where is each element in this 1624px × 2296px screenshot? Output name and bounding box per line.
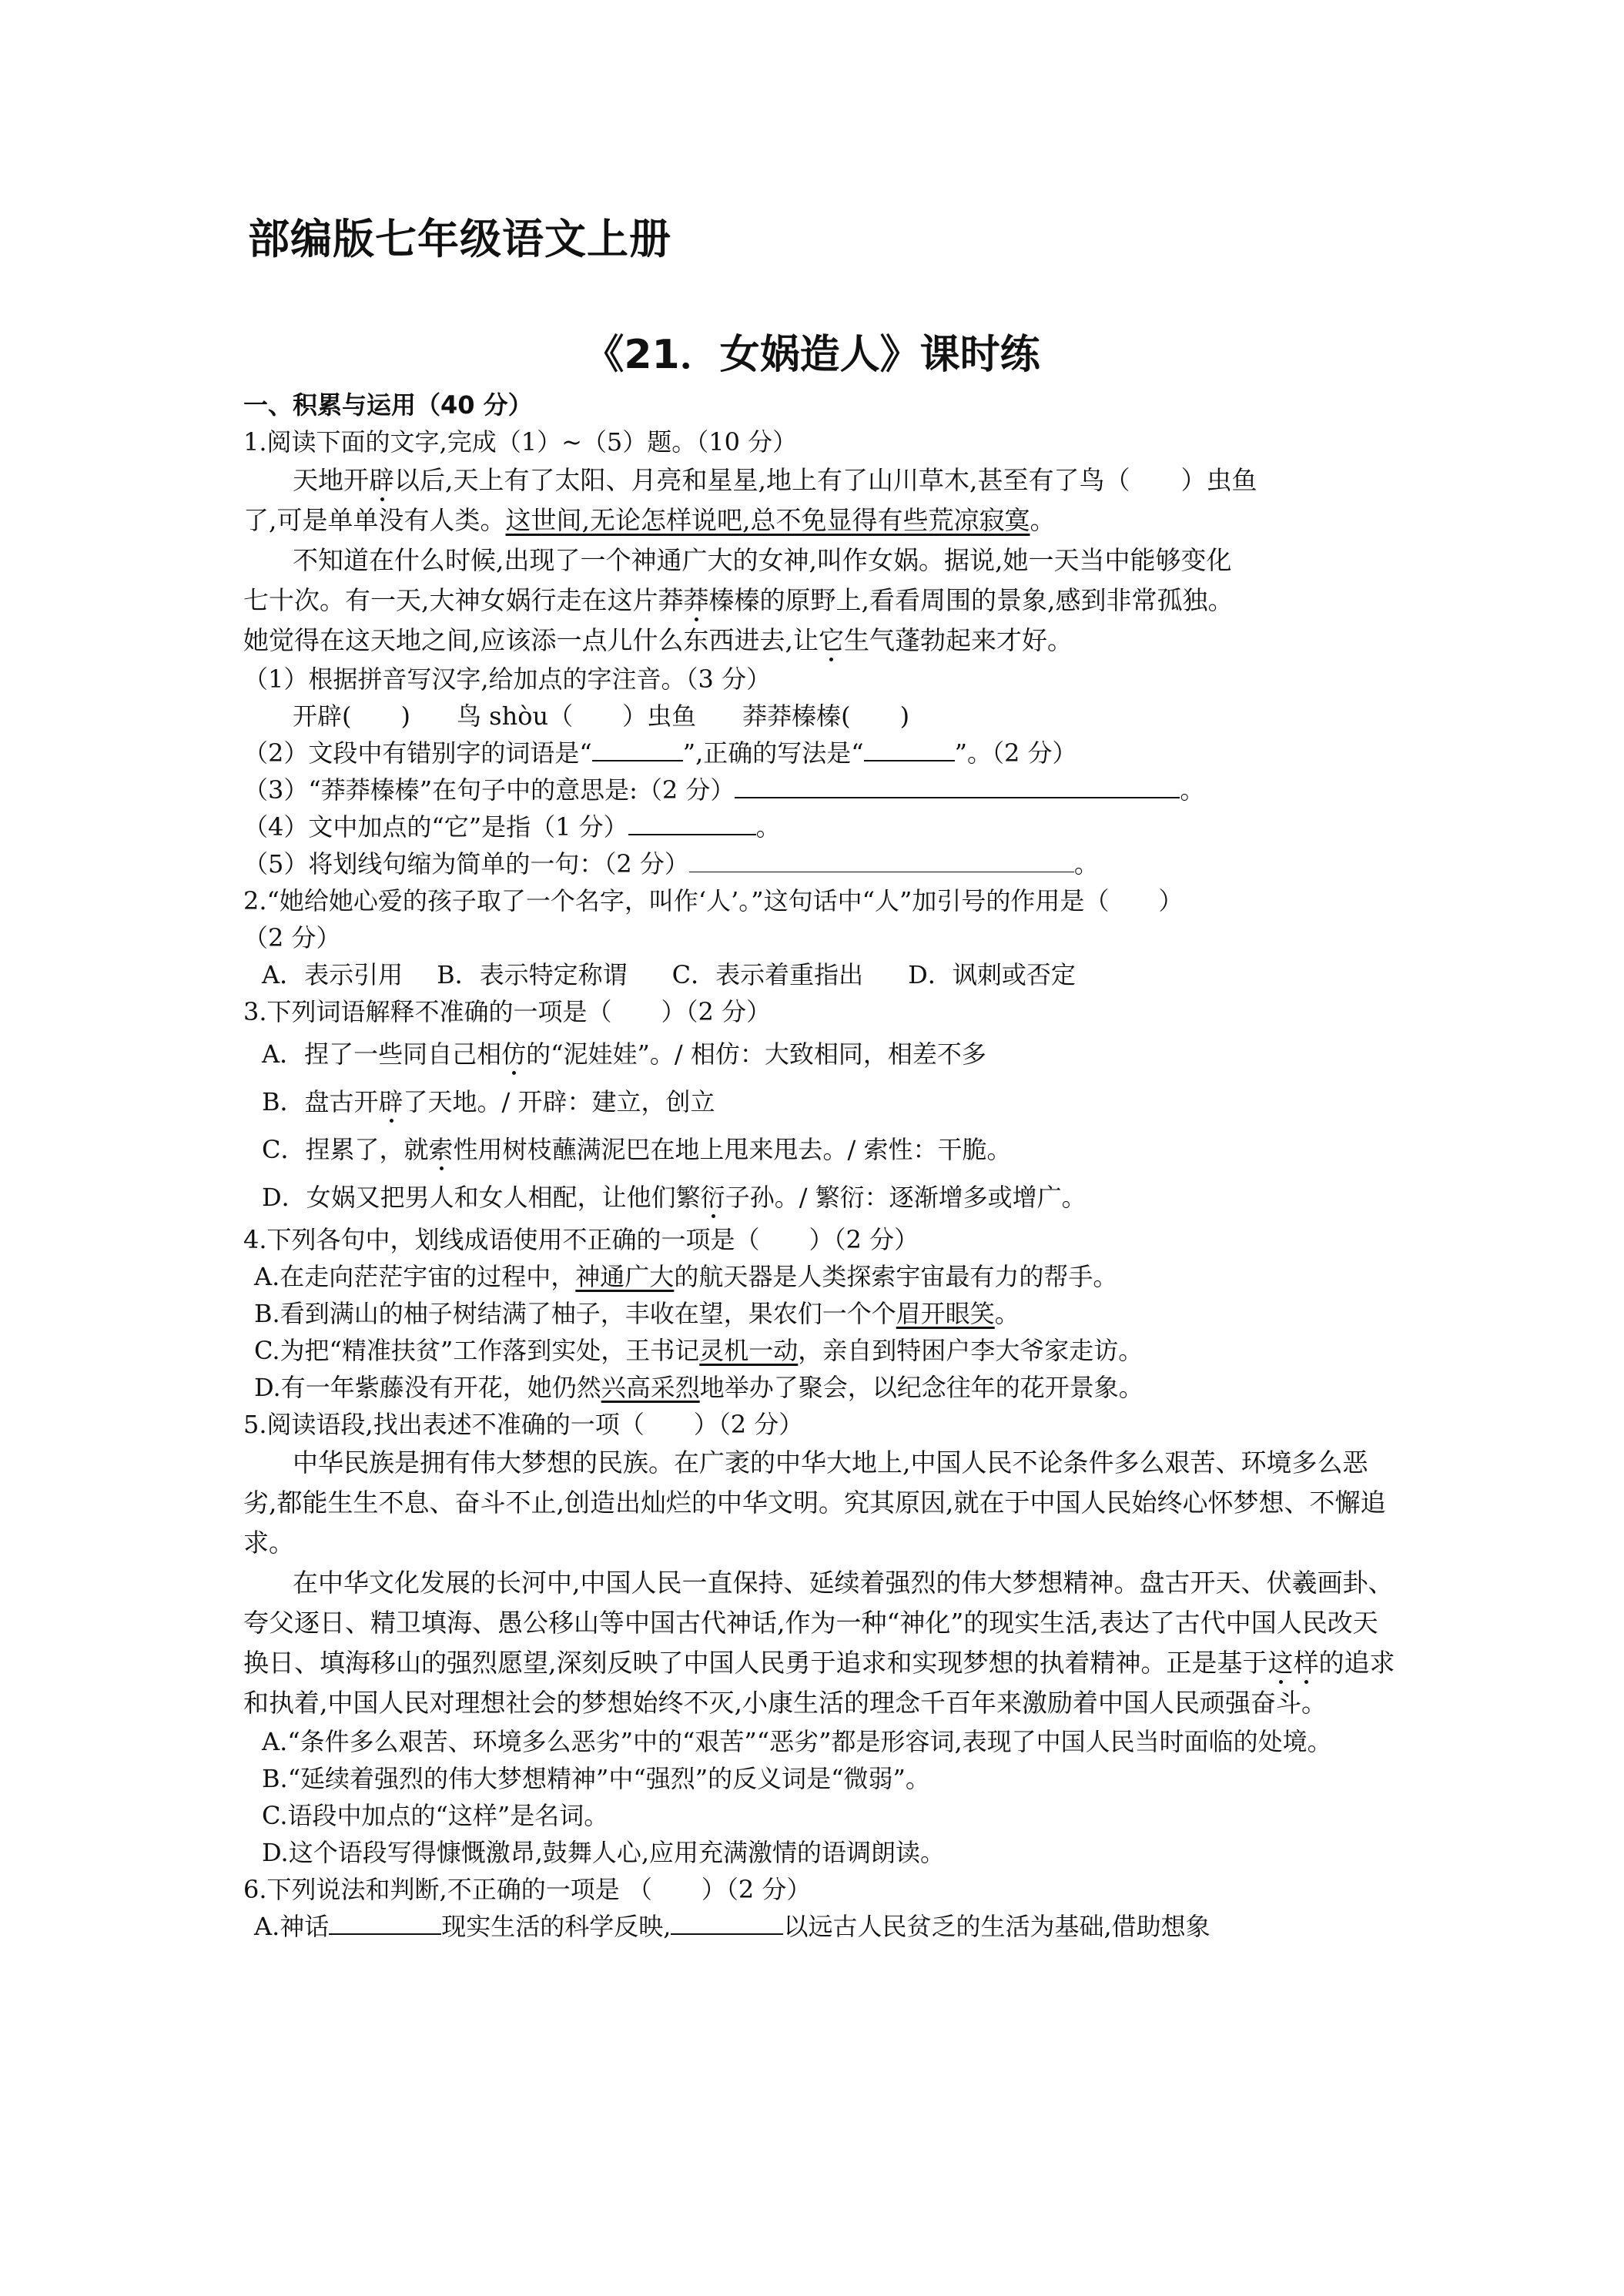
text-run: ”,正确的写法是“: [682, 738, 864, 768]
text-run: 的航天器是人类探索宇宙最有力的帮手。: [674, 1262, 1118, 1291]
q5-passage-paragraph: [243, 1563, 1398, 1723]
text-run: 性用树枝蘸满泥巴在地上甩来甩去。/ 索性：干脆。: [453, 1135, 1012, 1164]
text-run: D．女娲又把男人和女人相配，让他们繁: [262, 1183, 701, 1212]
text-run: 以远古人民贫乏的生活为基础,借助想象: [783, 1912, 1210, 1941]
option-c[interactable]: [243, 1332, 1398, 1369]
text-run: 在中华文化发展的长河中,中国人民一直保持、延续着强烈的伟大梦想精神。盘古开天、伏羲画卦、夸父逐日、精卫填海、愚公移山等中国古代神话,作为一种“神化”的现实生活,表达了古代中国人民改天换日、填海移山的强烈愿望,深刻反映了中国人民勇于追求和实现梦想的执着精神。正是基于: [243, 1568, 1394, 1678]
option-d[interactable]: D．讽刺或否定: [908, 960, 1076, 989]
option-a[interactable]: [243, 1258, 1398, 1295]
answer-slot: 鸟 shòu（ ）虫鱼: [456, 701, 697, 731]
q5-stem: 5.阅读语段,找出表述不准确的一项（ ）（2 分）: [243, 1410, 804, 1439]
q1-sub5: [243, 845, 1398, 882]
q1-passage-line: [243, 581, 1398, 621]
text-run: 。: [1180, 775, 1205, 805]
lesson-title: 《21．女娲造人》课时练: [584, 332, 1040, 378]
q3-stem: 3.下列词语解释不准确的一项是（ ）（2 分）: [243, 997, 772, 1026]
option-c[interactable]: C．表示着重指出: [671, 960, 864, 989]
text-run: 七十次。有一天,大神女娲行走在这片莽: [243, 585, 684, 615]
text-run: D.有一年紫藤没有开花，她仍然: [254, 1373, 601, 1402]
text-run: C.为把“精准扶贫”工作落到实处，王书记: [254, 1336, 700, 1365]
text-run: 天地开: [293, 465, 369, 495]
answer-blank[interactable]: [671, 1910, 783, 1935]
q1-sub1-items: [243, 698, 1398, 735]
answer-blank[interactable]: [864, 737, 955, 761]
text-run: 了天地。/ 开辟：建立，创立: [403, 1087, 715, 1116]
option-c[interactable]: C.语段中加点的“这样”是名词。: [262, 1801, 609, 1830]
text-run: （4）文中加点的“它”是指（1 分）: [243, 812, 628, 842]
q1-sub1: （1）根据拼音写汉字,给加点的字注音。（3 分）: [243, 664, 772, 694]
text-run: 子孙。/ 繁衍：逐渐增多或增广。: [725, 1183, 1087, 1212]
q4-stem: 4.下列各句中，划线成语使用不正确的一项是（ ）（2 分）: [243, 1225, 919, 1254]
text-run: 现实生活的科学反映,: [441, 1912, 671, 1941]
q1-passage-line: [243, 621, 1398, 661]
answer-blank[interactable]: [628, 811, 756, 835]
text-run: ”。（2 分）: [954, 738, 1077, 768]
underlined-idiom: 神通广大: [575, 1262, 675, 1291]
text-run: A.在走向茫茫宇宙的过程中，: [254, 1262, 576, 1291]
text-run: B．盘古开: [262, 1087, 379, 1116]
section-heading: 一、积累与运用（40 分）: [243, 390, 533, 420]
text-run: 地举办了聚会，以纪念往年的花开景象。: [699, 1373, 1143, 1402]
option-a[interactable]: A.“条件多么艰苦、环境多么恶劣”中的“艰苦”“恶劣”都是形容词,表现了中国人民当时面临的处境。: [262, 1727, 1332, 1756]
underlined-sentence: 这世间,无论怎样说吧,总不免显得有些荒凉寂寞: [505, 505, 1030, 535]
option-b[interactable]: [243, 1078, 1398, 1126]
q1-passage-line: [243, 460, 1398, 500]
underlined-idiom: 灵机一动: [699, 1336, 799, 1365]
option-c[interactable]: [243, 1126, 1398, 1173]
dotted-char: 这: [1267, 1648, 1294, 1678]
text-run: （3）“莽莽榛榛”在句子中的意思是:（2 分）: [243, 775, 735, 805]
answer-slot: 莽莽榛榛( ): [742, 701, 910, 731]
text-run: B.看到满山的柚子树结满了柚子，丰收在望，果农们一个个: [254, 1299, 896, 1328]
q1-stem: 1.阅读下面的文字,完成（1）~（5）题。（10 分）: [243, 427, 798, 457]
text-run: 的追求和执着,中国人民对理想社会的梦想始终不灭,小康生活的理念千百年来激励着中国人民顽强奋斗。: [243, 1648, 1395, 1718]
answer-blank[interactable]: [689, 848, 1074, 872]
option-d[interactable]: [243, 1369, 1398, 1406]
text-run: 了,可是单单没有人类。: [243, 505, 506, 535]
dotted-char: 仿: [501, 1039, 527, 1069]
q2-stem: 2.“她给她心爱的孩子取了一个名字，叫作‘人’。”这句话中“人”加引号的作用是（ ）: [243, 886, 1184, 915]
answer-blank[interactable]: [735, 774, 1180, 798]
answer-blank[interactable]: [592, 737, 683, 761]
dotted-char: 莽: [683, 585, 709, 615]
worksheet-content: [243, 387, 1398, 1945]
answer-blank[interactable]: [329, 1910, 441, 1935]
text-run: 生气蓬勃起来才好。: [843, 625, 1073, 655]
text-run: 。: [1030, 505, 1056, 535]
text-run: A．捏了一些同自己相: [262, 1039, 502, 1069]
text-run: 她觉得在这天地之间,应该添一点儿什么东西进去,让: [243, 625, 819, 655]
text-run: 榛榛的原野上,看看周围的景象,感到非常孤独。: [708, 585, 1234, 615]
text-run: 。: [994, 1299, 1020, 1328]
option-d[interactable]: [243, 1173, 1398, 1221]
q1-sub4: [243, 808, 1398, 845]
text-run: 。: [755, 812, 781, 842]
q1-sub3: [243, 771, 1398, 808]
option-b[interactable]: [243, 1295, 1398, 1332]
q2-options: [243, 956, 1398, 993]
q1-passage-line: 不知道在什么时候,出现了一个神通广大的女神,叫作女娲。据说,她一天当中能够变化: [293, 545, 1232, 575]
option-b[interactable]: B.“延续着强烈的伟大梦想精神”中“强烈”的反义词是“微弱”。: [262, 1764, 930, 1793]
q6-stem: 6.下列说法和判断,不正确的一项是 （ ）（2 分）: [243, 1875, 812, 1904]
text-run: （5）将划线句缩为简单的一句：（2 分）: [243, 849, 689, 879]
option-a[interactable]: [243, 1908, 1398, 1945]
dotted-char: 辟: [369, 465, 394, 495]
dotted-char: 索: [428, 1135, 454, 1164]
option-a[interactable]: A．表示引用: [262, 960, 403, 989]
text-run: A.神话: [254, 1912, 330, 1941]
text-run: 的“泥娃娃”。/ 相仿：大致相同，相差不多: [526, 1039, 986, 1069]
text-run: 以后,天上有了太阳、月亮和星星,地上有了山川草木,甚至有了鸟（ ）虫鱼: [394, 465, 1257, 495]
option-a[interactable]: [243, 1030, 1398, 1078]
option-d[interactable]: D.这个语段写得慷慨激昂,鼓舞人心,应用充满激情的语调朗读。: [262, 1838, 946, 1867]
series-title: 部编版七年级语文上册: [248, 215, 671, 263]
text-run: 。: [1073, 849, 1099, 879]
q1-passage-line: [243, 500, 1398, 541]
q2-score: （2 分）: [243, 923, 341, 952]
answer-slot: 开辟( ): [293, 701, 410, 731]
q1-sub2: [243, 735, 1398, 771]
dotted-char: 样: [1293, 1648, 1319, 1678]
text-run: （2）文段中有错别字的词语是“: [243, 738, 592, 768]
dotted-char: 辟: [378, 1087, 403, 1116]
q5-passage-paragraph: 中华民族是拥有伟大梦想的民族。在广袤的中华大地上,中国人民不论条件多么艰苦、环境多么恶劣,都能生生不息、奋斗不止,创造出灿烂的中华文明。究其原因,就在于中国人民始终心怀梦想、不懈追求。: [243, 1448, 1386, 1558]
underlined-idiom: 眉开眼笑: [896, 1299, 995, 1328]
dotted-char: 它: [818, 625, 844, 655]
dotted-char: 衍: [700, 1183, 725, 1212]
text-run: C．捏累了，就: [262, 1135, 429, 1164]
underlined-idiom: 兴高采烈: [601, 1373, 700, 1402]
text-run: ，亲自到特困户李大爷家走访。: [798, 1336, 1143, 1365]
option-b[interactable]: B．表示特定称谓: [437, 960, 628, 989]
